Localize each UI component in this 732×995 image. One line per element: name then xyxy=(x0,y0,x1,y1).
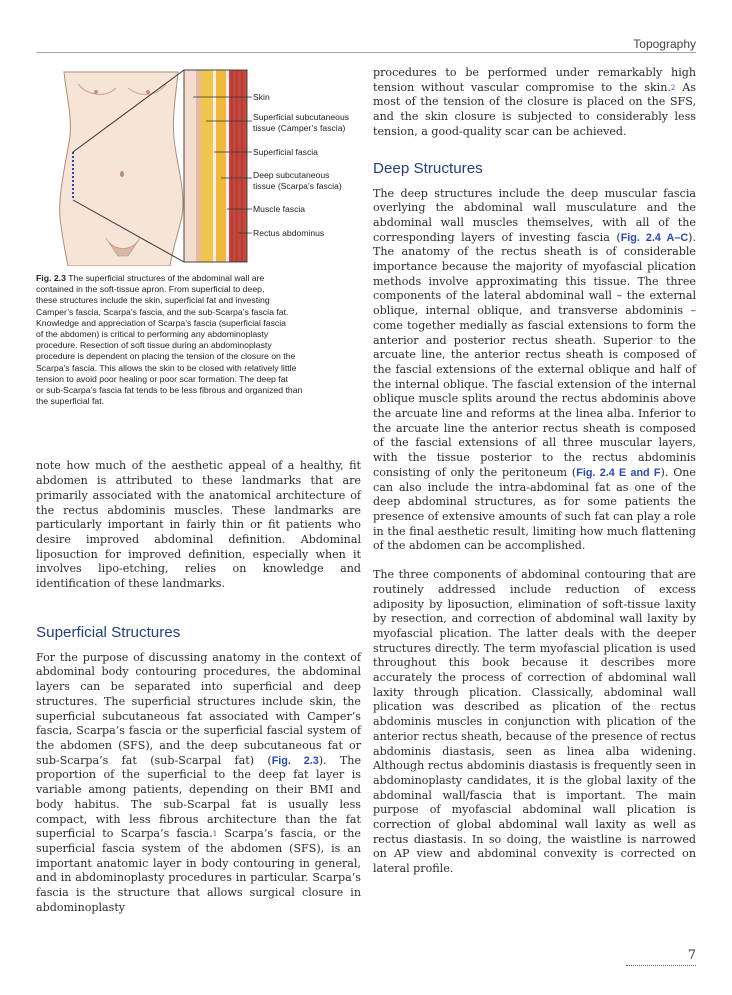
text-run: procedures to be performed under remarkably high tension without vascular compromise to the skin. xyxy=(373,66,696,94)
heading-superficial-structures: Superficial Structures xyxy=(36,623,181,641)
text-run: ). The anatomy of the rectus sheath is of considerable importance because the majority of myofascial plication methods involve approximating this tissue. The three components of the lateral abdominal wall – the external oblique, internal oblique, and transverse abdominis – come together medially as fascial extensions to form the anterior and posterior rectus sheath. Superior to the arcuate line, the anterior rectus sheath is composed of the fascial extensions of the external oblique and half of the internal oblique. The fascial extension of the internal oblique muscle splits around the rectus abdominis above the arcuate line and reforms at the linea alba. Inferior to the arcuate line the anterior rectus sheath is composed of the fascial extensions of all three muscular layers, with the tissue posterior to the rectus abdominis consisting of only the peritoneum ( xyxy=(373,230,696,479)
intro-paragraph: note how much of the aesthetic appeal of a healthy, fit abdomen is attributed to these landmarks that are primarily associated with the anatomical architecture of the rectus abdominis muscles. These landmarks are particularly important in fairly thin or fit patients who desire improved abdominal definition. Abdominal liposuction for improved definition, especially when it involves lipo-etching, relies on knowledge and identification of these landmarks. xyxy=(36,459,361,591)
endnote-marker[interactable]: 1 xyxy=(212,830,218,839)
left-column xyxy=(36,66,361,915)
footer-rule xyxy=(626,965,696,966)
caption-line: procedure is dependent on placing the tension of the closure on the xyxy=(36,351,296,362)
right-column xyxy=(373,66,696,877)
contouring-paragraph xyxy=(373,568,696,877)
figure-reference-link[interactable]: Fig. 2.4 E and F xyxy=(576,466,661,479)
figure-reference-link[interactable]: Fig. 2.4 A–C xyxy=(620,231,689,244)
label-camper-2: tissue (Camper’s fascia) xyxy=(253,123,346,133)
caption-line: Camper’s fascia, Scarpa’s fascia, and the sub-Scarpa’s fascia fat. xyxy=(36,306,289,317)
deep-paragraph xyxy=(373,187,696,555)
figure-caption xyxy=(36,273,361,407)
label-skin: Skin xyxy=(253,92,270,102)
caption-line: contained in the soft-tissue apron. From superficial to deep, xyxy=(36,284,265,295)
running-head: Topography xyxy=(633,37,696,51)
heading-deep-structures: Deep Structures xyxy=(373,159,483,177)
endnote-marker[interactable]: 2 xyxy=(670,83,676,92)
text-run: . In so doing, the waistline is narrowed on AP view and abdominal convexity is corrected on lateral profile. xyxy=(373,832,696,876)
text-run: Scarpa’s fascia, or the superficial fascia system of the abdomen (SFS), is an important anatomic layer in body contouring in general, and in abdominoplasty procedures in particular. Scarpa’s fascia is the structure that allows surgical closure in abdominoplasty xyxy=(36,827,361,914)
caption-line: The superficial structures of the abdominal wall are xyxy=(68,273,265,283)
page-number: 7 xyxy=(687,948,696,963)
emphasis-text: correction of global abdominal wall laxity as well as rectus diastasis xyxy=(373,818,696,846)
text-run: As most of the tension of the closure is placed on the SFS, and the skin closure is subjected to considerably less tension, a good-quality scar can be achieved. xyxy=(373,80,696,138)
superficial-paragraph xyxy=(36,651,361,916)
text-run: ). One can also include the intra-abdominal fat as one of the deep abdominal structures, as for some patients the presence of extensive amounts of such fat can play a role in the final aesthetic result, limiting how much flattening of the abdomen can be accomplished. xyxy=(373,465,696,553)
figure-2-3 xyxy=(36,66,361,266)
caption-line: the superficial fat. xyxy=(36,396,105,407)
caption-line: of the abdomen) is critical to performing any abdominoplasty xyxy=(36,329,269,340)
caption-line: Scarpa’s fascia. This allows the skin to be closed with relatively little xyxy=(36,362,297,373)
caption-line: procedure. Resection of soft tissue during an abdominoplasty xyxy=(36,340,272,351)
caption-line: these structures include the skin, superficial fat and investing xyxy=(36,295,270,306)
label-scarpa-2: tissue (Scarpa’s fascia) xyxy=(253,181,342,191)
header-rule xyxy=(36,52,696,53)
label-camper-1: Superficial subcutaneous xyxy=(253,112,350,122)
text-run: The three components of abdominal contouring that are routinely addressed include reduction of excess adiposity by liposuction, elimination of soft-tissue laxity by resection, and correction of abdominal wall laxity by myofascial plication. The latter deals with the deeper structures directly. The term myofascial plication is used throughout this book because it describes more accurately the process of correction of abdominal wall laxity through plication. Classically, abdominal wall plication was described as plication of the rectus abdominis muscles in conjunction with plication of the anterior rectus sheath, because of the presence of rectus abdominis diastasis, seen as linea alba widening. Although rectus abdominis diastasis is frequently seen in abdominoplasty candidates, it is the global laxity of the abdominal wall/fascia that is important. The main purpose of myofascial abdominal wall plication is xyxy=(373,568,696,817)
text-run: ). The proportion of the superficial to the deep fat layer is variable among patients, depending on their BMI and body habitus. The sub-Scarpal fat is usually less compact, with less fibrous architecture than the fat superficial to Scarpa’s fascia. xyxy=(36,753,362,841)
label-muscle-fascia: Muscle fascia xyxy=(253,204,306,214)
figure-reference-link[interactable]: Fig. 2.3 xyxy=(271,754,319,767)
continued-paragraph xyxy=(373,66,696,140)
label-superficial-fascia: Superficial fascia xyxy=(253,147,318,157)
caption-line: Knowledge and appreciation of Scarpa’s fascia (superficial fascia xyxy=(36,317,286,328)
caption-line: tension to avoid poor healing or poor scar formation. The deep fat xyxy=(36,373,288,384)
text-run: The deep structures include the deep muscular fascia overlying the abdominal wall musculature and the abdominal wall muscles themselves, with all of the corresponding layers of investing fascia ( xyxy=(373,186,696,244)
caption-line: or sub-Scarpa’s fascia fat tends to be less fibrous and organized than xyxy=(36,385,303,396)
text-run: For the purpose of discussing anatomy in the context of abdominal body contouring procedures, the abdominal layers can be separated into superficial and deep structures. The superficial structures include skin, the superficial subcutaneous fat associated with Camper’s fascia, Scarpa’s fascia or the superficial fascial system of the abdomen (SFS), and the deep subcutaneous fat or sub-Scarpa’s fat (sub-Scarpal fat) ( xyxy=(36,650,361,767)
caption-fig-number: Fig. 2.3 xyxy=(36,273,66,283)
label-scarpa-1: Deep subcutaneous xyxy=(253,170,330,180)
label-rectus: Rectus abdominus xyxy=(253,228,325,238)
